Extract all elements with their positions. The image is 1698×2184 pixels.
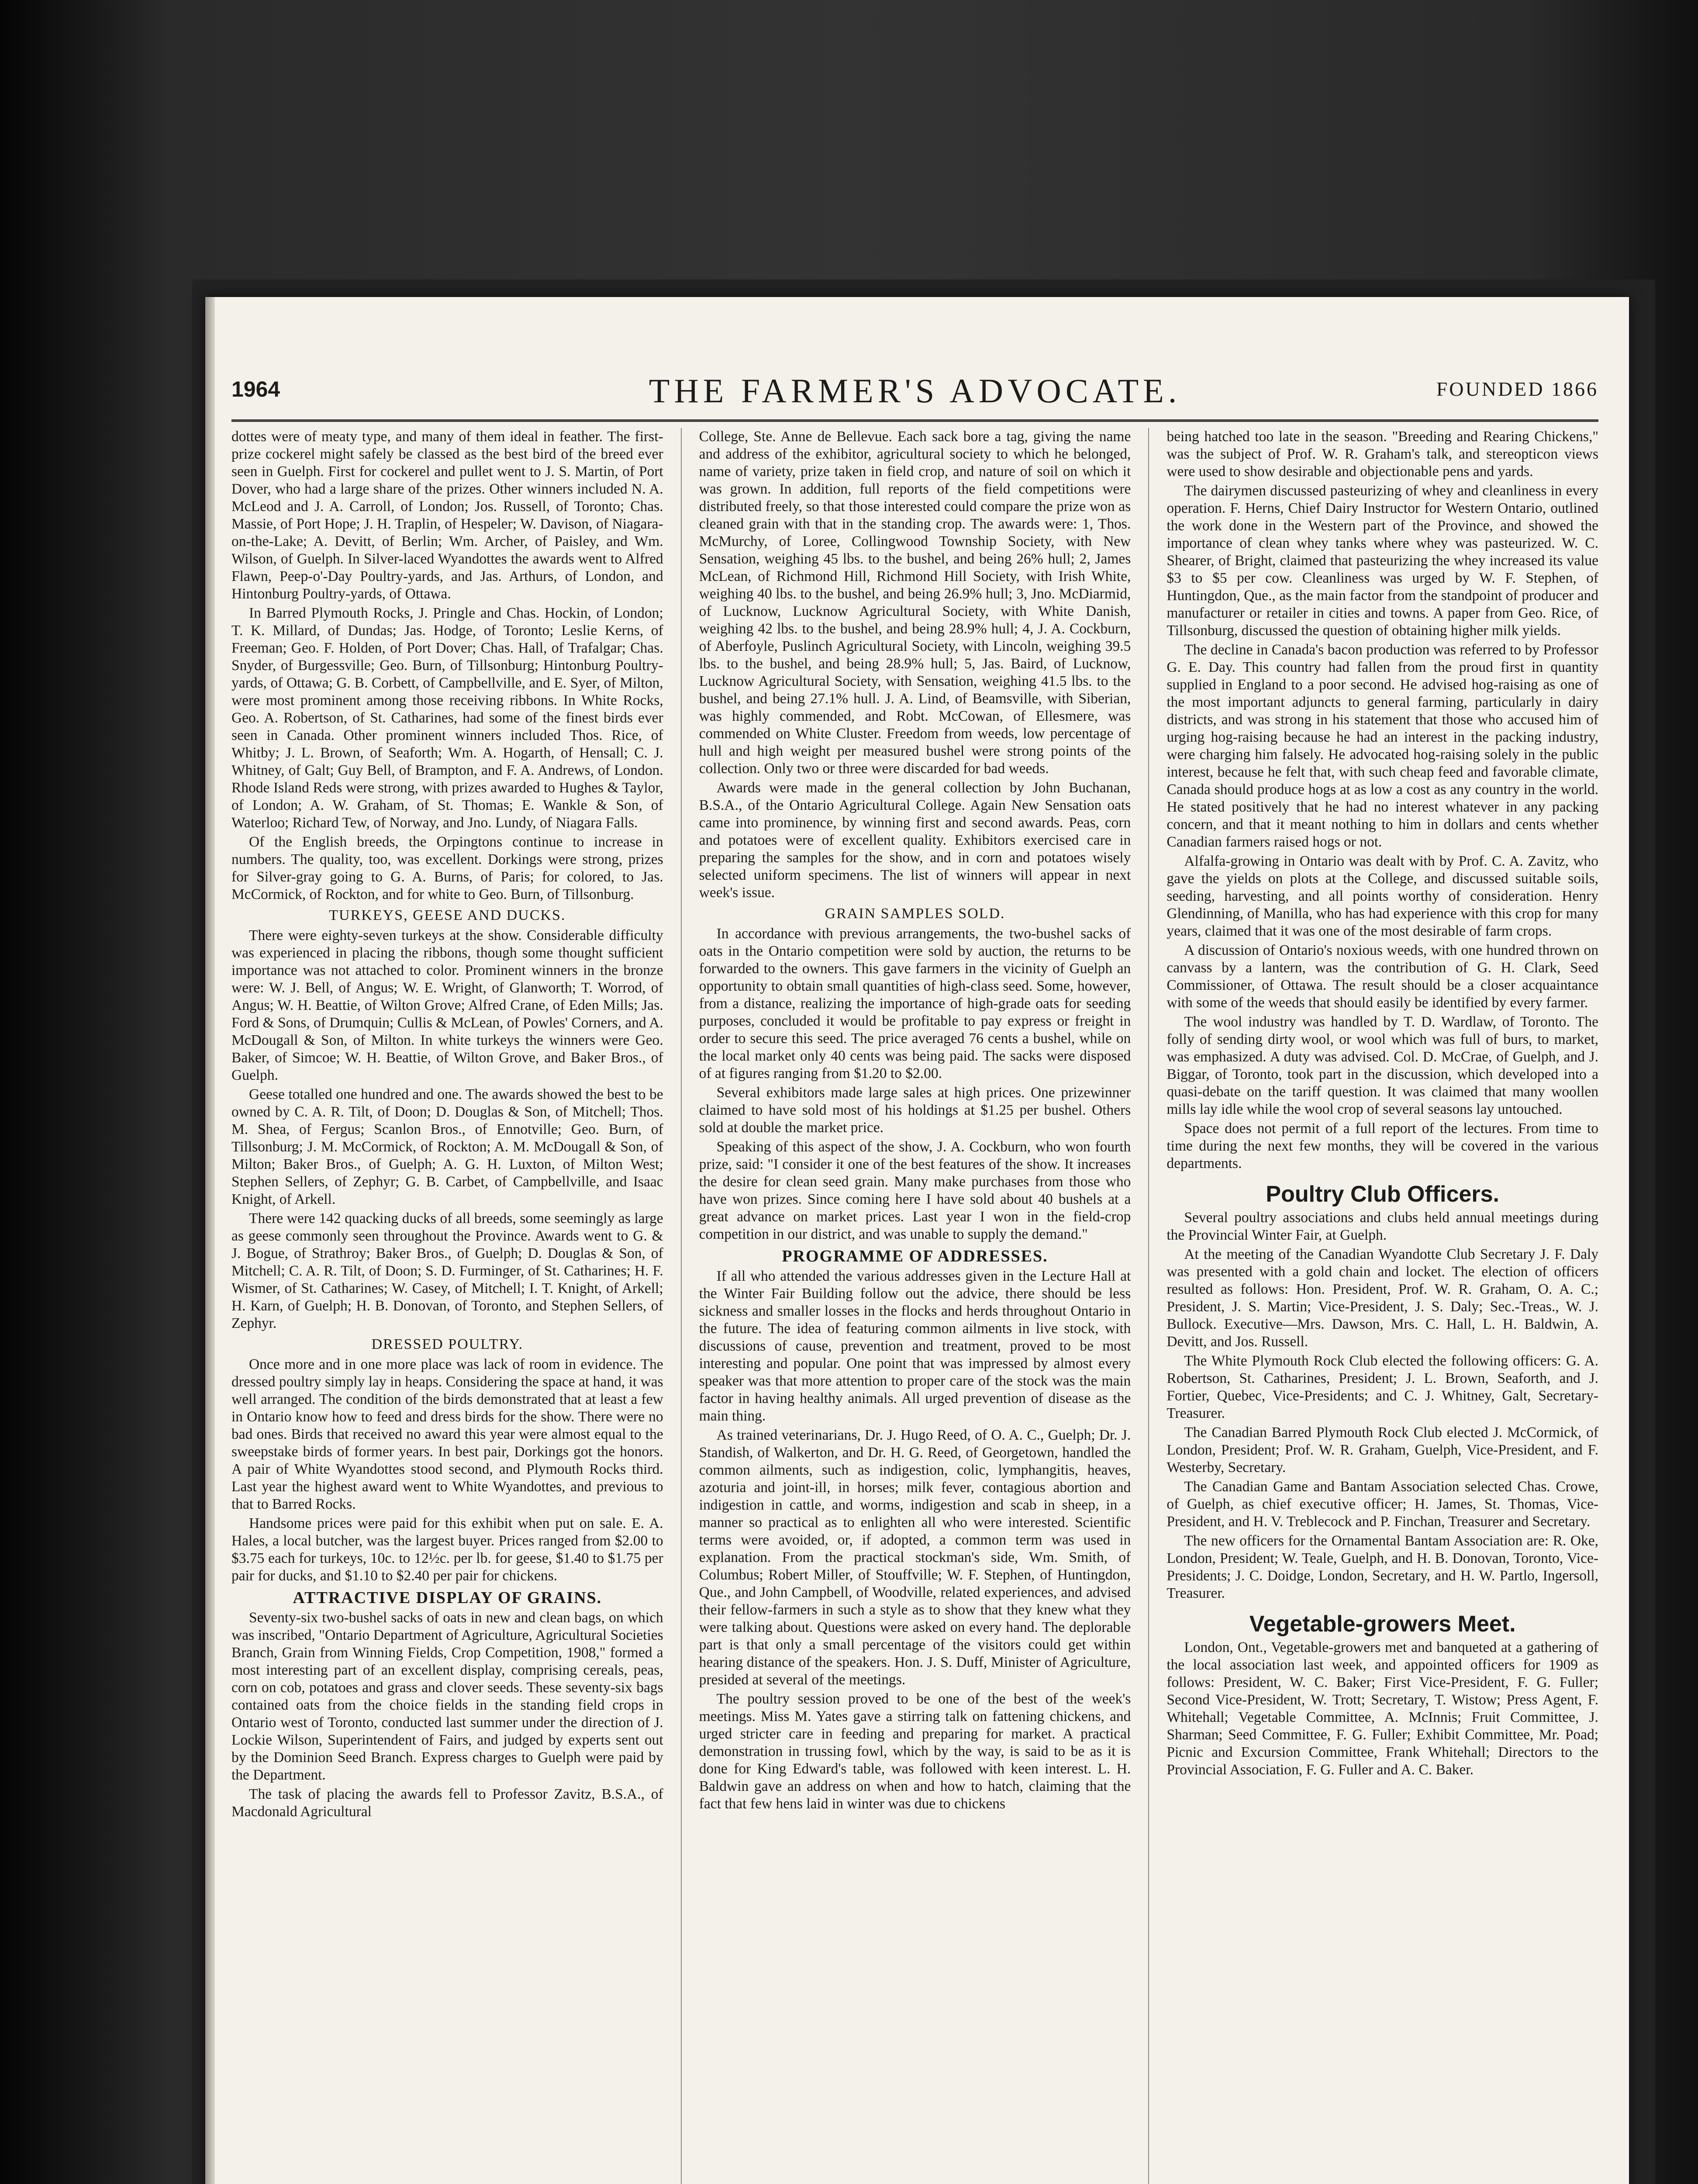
paragraph: The Canadian Barred Plymouth Rock Club elected J. McCormick, of London, President; Prof. W. R. Graham, Guelph, Vice-President, and F. Westerby, Secretary.	[1167, 1424, 1599, 1476]
paragraph: Alfalfa-growing in Ontario was dealt with by Prof. C. A. Zavitz, who gave the yields on plots at the College, and discussed suitable soils, seeding, harvesting, and all points worthy of consideration. Henry Glendinning, of Manilla, who has had experience with this crop for many years, claimed that it was one of the most desirable of farm crops.	[1167, 853, 1599, 939]
paragraph: The new officers for the Ornamental Bantam Association are: R. Oke, London, President; W. Teale, Guelph, and H. B. Donovan, Toronto, Vice-Presidents; J. C. Doidge, London, Secretary, and H. W. Partlo, Ingersoll, Treasurer.	[1167, 1533, 1599, 1601]
paragraph: If all who attended the various addresses given in the Lecture Hall at the Winter Fair Building follow out the advice, there should be less sickness and smaller losses in the flocks and herds throughout Ontario in the future. The idea of featuring common ailments in live stock, with discussions of cause, prevention and treatment, proved to be most interesting and popular. One point that was impressed by almost every speaker was that more attention to proper care of the stock was the main factor in having healthy animals. All urged prevention of disease as the main thing.	[699, 1268, 1131, 1424]
page-number: 1964	[231, 377, 280, 401]
heading-vegetable-growers: Vegetable-growers Meet.	[1249, 1611, 1516, 1637]
heading-poultry-club-officers: Poultry Club Officers.	[1266, 1182, 1499, 1207]
page-header	[231, 371, 1598, 422]
paragraph: being hatched too late in the season. "Breeding and Rearing Chickens," was the subject of Prof. W. R. Graham's talk, and stereopticon views were used to show desirable and objectionable pens and yards.	[1167, 429, 1599, 480]
paragraph: College, Ste. Anne de Bellevue. Each sack bore a tag, giving the name and address of the exhibitor, agricultural society to which he belonged, name of variety, prize taken in field crop, and nature of soil on which it was grown. In addition, full reports of the field competitions were distributed freely, so that those interested could compare the prize won as cleaned grain with that in the standing crop. The awards were: 1, Thos. McMurchy, of Loree, Collingwood Township Society, with New Sensation, weighing 45 lbs. to the bushel, and being 26% hull; 2, James McLean, of Richmond Hill, Richmond Hill Society, with Irish White, weighing 40 lbs. to the bushel, and being 26.9% hull; 3, Jno. McDiarmid, of Lucknow, Lucknow Agricultural Society, with White Danish, weighing 42 lbs. to the bushel, and being 28.9% hull; 4, J. A. Cockburn, of Aberfoyle, Puslinch Agricultural Society, with Lincoln, weighing 39.5 lbs. to the bushel, and being 28.9% hull; 5, Jas. Baird, of Lucknow, Lucknow Agricultural Society, with Sensation, weighing 41.5 lbs. to the bushel, and being 27.1% hull. J. A. Lind, of Beamsville, with Siberian, was highly commended, and Robt. McCowan, of Ellesmere, was commended on White Cluster. Freedom from weeds, low percentage of hull and high weight per measured bushel were strong points of the collection. Only two or three were discarded for bad weeds.	[699, 429, 1131, 777]
subheading-grain-samples: GRAIN SAMPLES SOLD.	[825, 905, 1005, 922]
paragraph: At the meeting of the Canadian Wyandotte Club Secretary J. F. Daly was presented with a gold chain and locket. The election of officers resulted as follows: Hon. President, Prof. W. R. Graham, O. A. C.; President, J. S. Martin; Vice-President, J. S. Daly; Sec.-Treas., W. J. Bullock. Executive—Mrs. Dawson, Mrs. C. Hall, L. H. Baldwin, A. Devitt, and Jos. Russell.	[1167, 1246, 1599, 1350]
paragraph: Several poultry associations and clubs held annual meetings during the Provincial Winter Fair, at Guelph.	[1167, 1209, 1599, 1243]
column-3	[1167, 428, 1598, 2184]
paragraph: The task of placing the awards fell to Professor Zavitz, B.S.A., of Macdonald Agricultural	[231, 1786, 663, 1820]
paragraph: As trained veterinarians, Dr. J. Hugo Reed, of O. A. C., Guelph; Dr. J. Standish, of Walkerton, and Dr. H. G. Reed, of Georgetown, handled the common ailments, such as indigestion, colic, lymphangitis, heaves, azoturia and joint-ill, in horses; milk fever, contagious abortion and indigestion in cattle, and worms, indigestion and scab in sheep, in a manner so practical as to enlighten all who were interested. Scientific terms were avoided, or, if adopted, a common term was used in explanation. From the practical stockman's side, Wm. Smith, of Columbus; Robert Miller, of Stouffville; W. F. Stephen, of Huntingdon, Que., and John Campbell, of Woodville, related experiences, and advised their fellow-farmers in such a style as to show that they knew what they were talking about. Questions were asked on every hand. The deplorable part is that only a small percentage of the visitors could get within hearing distance of the speakers. Hon. J. S. Duff, Minister of Agriculture, presided at several of the meetings.	[699, 1427, 1131, 1688]
paragraph: Handsome prices were paid for this exhibit when put on sale. E. A. Hales, a local butcher, was the largest buyer. Prices ranged from $2.00 to $3.75 each for turkeys, 10c. to 12½c. per lb. for geese, $1.40 to $1.75 per pair for ducks, and $1.10 to $2.40 per pair for chickens.	[231, 1515, 663, 1584]
paragraph: Space does not permit of a full report of the lectures. From time to time during the next few months, they will be covered in the various departments.	[1167, 1120, 1599, 1171]
paragraph: The decline in Canada's bacon production was referred to by Professor G. E. Day. This country had fallen from the proud first in quantity supplied in England to a poor second. He advised hog-raising as one of the most important adjuncts to general farming, particularly in dairy districts, and was strong in his statement that those who accused him of urging hog-raising because he had an interest in the packing industry, were charging him falsely. He advocated hog-raising solely in the public interest, because he felt that, with such cheap feed and favorable climate, Canada should produce hogs at as low a cost as any country in the world. He stated positively that he had no interest whatever in any packing concern, and that it meant nothing to him in dollars and cents whether Canadian farmers raised hogs or not.	[1167, 642, 1599, 850]
paragraph: Several exhibitors made large sales at high prices. One prizewinner claimed to have sold most of his holdings at $1.25 per bushel. Others sold at double the market price.	[699, 1085, 1131, 1136]
paragraph: The wool industry was handled by T. D. Wardlaw, of Toronto. The folly of sending dirty wool, or wool which was full of burs, to market, was emphasized. A duty was advised. Col. D. McCrae, of Guelph, and J. Biggar, of Toronto, took part in the discussion, which developed into a quasi-debate on the tariff question. It was claimed that many woollen mills lay idle while the wool crop of several seasons lay untouched.	[1167, 1014, 1599, 1117]
paragraph: The Canadian Game and Bantam Association selected Chas. Crowe, of Guelph, as chief executive officer; H. James, St. Thomas, Vice-President, and H. V. Treblecock and P. Finchan, Treasurer and Secretary.	[1167, 1479, 1599, 1530]
paragraph: Of the English breeds, the Orpingtons continue to increase in numbers. The quality, too, was excellent. Dorkings were strong, prizes for Silver-gray going to G. A. Burns, of Paris; for colored, to Jas. McCormick, of Rockton, and for white to Geo. Burn, of Tillsonburg.	[231, 834, 663, 902]
subheading-programme: PROGRAMME OF ADDRESSES.	[782, 1247, 1048, 1265]
column-divider	[1148, 428, 1149, 2184]
paragraph: A discussion of Ontario's noxious weeds, with one hundred thrown on canvass by a lantern, was the contribution of G. H. Clark, Seed Commissioner, of Ottawa. The result should be a closer acquaintance with some of the weeds that should easily be identified by every farmer.	[1167, 942, 1599, 1011]
paragraph: Once more and in one more place was lack of room in evidence. The dressed poultry simply lay in heaps. Considering the space at hand, it was well arranged. The condition of the birds demonstrated that at least a few in Ontario know how to feed and dress birds for the show. There were no bad ones. Birds that received no award this year were almost equal to the sweepstake birds of former years. In best pair, Dorkings got the honors. A pair of White Wyandottes stood second, and Plymouth Rocks third. Last year the highest award went to White Wyandottes, and previous to that to Barred Rocks.	[231, 1356, 663, 1512]
paragraph: The White Plymouth Rock Club elected the following officers: G. A. Robertson, St. Catharines, President; J. L. Brown, Seaforth, and J. Fortier, Quebec, Vice-Presidents; and C. J. Whitney, Galt, Secretary-Treasurer.	[1167, 1353, 1599, 1421]
paragraph: There were eighty-seven turkeys at the show. Considerable difficulty was experienced in placing the ribbons, though some thought sufficient importance was not attached to color. Prominent winners in the bronze were: W. J. Bell, of Angus; W. E. Wright, of Glanworth; T. Worrod, of Angus; W. H. Beattie, of Wilton Grove; Alfred Crane, of Eden Mills; Jas. Ford & Sons, of Drumquin; Cullis & McLean, of Powles' Corners, and A. McDougall & Son, of Milton. In white turkeys the winners were Geo. Baker, of Simcoe; W. H. Beattie, of Wilton Grove, and Baker Bros., of Guelph.	[231, 927, 663, 1083]
paragraph: There were 142 quacking ducks of all breeds, some seemingly as large as geese commonly seen throughout the Province. Awards went to G. & J. Bogue, of Strathroy; Baker Bros., of Guelph; D. Douglas & Son, of Mitchell; C. A. R. Tilt, of Doon; S. D. Furminger, of St. Catharines; H. F. Wismer, of St. Catharines; W. Casey, of Mitchell; I. T. Knight, of Arkell; H. Karn, of Guelph; H. B. Donovan, of Toronto, and Stephen Sellers, of Zephyr.	[231, 1210, 663, 1331]
subheading-dressed-poultry: DRESSED POULTRY.	[371, 1336, 524, 1352]
subheading-turkeys: TURKEYS, GEESE AND DUCKS.	[329, 907, 566, 923]
paragraph: The poultry session proved to be one of the best of the week's meetings. Miss M. Yates gave a stirring talk on fattening chickens, and urged stricter care in feeding and preparing for market. A practical demonstration in trussing fowl, which by the way, is said to be as it is done for King Edward's table, was followed with keen interest. L. H. Baldwin gave an address on when and how to hatch, claiming that the fact that few hens laid in winter was due to chickens	[699, 1691, 1131, 1812]
paragraph: Geese totalled one hundred and one. The awards showed the best to be owned by C. A. R. Tilt, of Doon; D. Douglas & Son, of Mitchell; Thos. M. Shea, of Fergus; Scanlon Bros., of Ennotville; Geo. Burn, of Tillsonburg; J. M. McCormick, of Rockton; A. M. McDougall & Son, of Milton; Baker Bros., of Guelph; A. G. H. Luxton, of Milton West; Stephen Sellers, of Zephyr; G. B. Carbet, of Campbellville, and Isaac Knight, of Arkell.	[231, 1086, 663, 1207]
paragraph: Awards were made in the general collection by John Buchanan, B.S.A., of the Ontario Agricultural College. Again New Sensation oats came into prominence, by winning first and second awards. Peas, corn and potatoes were of excellent quality. Exhibitors exercised care in preparing the samples for the show, and in corn and potatoes wisely selected uniform specimens. The list of winners will appear in next week's issue.	[699, 780, 1131, 901]
paragraph: Seventy-six two-bushel sacks of oats in new and clean bags, on which was inscribed, "Ontario Department of Agriculture, Agricultural Societies Branch, Grain from Winning Fields, Crop Competition, 1908," formed a most interesting part of an excellent display, comprising cereals, peas, corn on cob, potatoes and grass and clover seeds. These seventy-six bags contained oats from the choice fields in the standing field crops in Ontario west of Toronto, conducted last summer under the direction of J. Lockie Wilson, Superintendent of Fairs, and judged by experts sent out by the Dominion Seed Branch. Express charges to Guelph were paid by the Department.	[231, 1610, 663, 1783]
column-divider	[681, 428, 682, 2184]
paragraph: In accordance with previous arrangements, the two-bushel sacks of oats in the Ontario competition were sold by auction, the returns to be forwarded to the owners. This gave farmers in the vicinity of Guelph an opportunity to obtain small quantities of high-class seed. Some, however, from a distance, realizing the importance of high-grade oats for seeding purposes, concluded it would be profitable to pay express or freight in order to secure this seed. The price averaged 76 cents a bushel, while on the local market only 40 cents was being paid. The sacks were disposed of at figures ranging from $1.20 to $2.00.	[699, 926, 1131, 1082]
founded-label: FOUNDED 1866	[1436, 378, 1598, 400]
newspaper-page	[205, 297, 1629, 2184]
paragraph: Speaking of this aspect of the show, J. A. Cockburn, who won fourth prize, said: "I consider it one of the best features of the show. It increases the desire for clean seed grain. Many make purchases from those who have won prizes. Since coming here I have sold about 40 bushels at a great advance on market prices. Last year I won in the field-crop competition in our district, and was unable to supply the demand."	[699, 1139, 1131, 1242]
article-columns	[231, 428, 1598, 2184]
paragraph: dottes were of meaty type, and many of them ideal in feather. The first-prize cockerel might safely be classed as the best bird of the breed ever seen in Guelph. First for cockerel and pullet went to J. S. Martin, of Port Dover, who had a large share of the prizes. Other winners included N. A. McLeod and J. A. Carroll, of London; Jos. Russell, of Toronto; Chas. Massie, of Port Hope; J. H. Traplin, of Hespeler; W. Davison, of Niagara-on-the-Lake; A. Devitt, of Berlin; Wm. Archer, of Paisley, and Wm. Wilson, of Guelph. In Silver-laced Wyandottes the awards went to Alfred Flawn, Peep-o'-Day Poultry-yards, and Jas. Arthurs, of London, and Hintonburg Poultry-yards, of Ottawa.	[231, 429, 663, 602]
paragraph: In Barred Plymouth Rocks, J. Pringle and Chas. Hockin, of London; T. K. Millard, of Dundas; Jas. Hodge, of Toronto; Leslie Kerns, of Freeman; Geo. F. Holden, of Port Dover; Chas. Hall, of Trafalgar; Chas. Snyder, of Burgessville; Geo. Burn, of Tillsonburg; Hintonburg Poultry-yards, of Ottawa; G. B. Corbett, of Campbellville, and E. Syer, of Milton, were most prominent among those receiving ribbons. In White Rocks, Geo. A. Robertson, of St. Catharines, had some of the finest birds ever seen in Canada. Other prominent winners included Thos. Rice, of Whitby; J. L. Brown, of Seaforth; Wm. A. Hogarth, of Hensall; C. J. Whitney, of Galt; Guy Bell, of Brampton, and F. A. Andrews, of London. Rhode Island Reds were strong, with prizes awarded to Hughes & Taylor, of London; A. W. Graham, of St. Thomas; E. Wankle & Son, of Waterloo; Richard Tew, of Norway, and Jno. Lundy, of Niagara Falls.	[231, 605, 663, 831]
subheading-grains: ATTRACTIVE DISPLAY OF GRAINS.	[293, 1589, 602, 1607]
masthead-title: THE FARMER'S ADVOCATE.	[649, 372, 1181, 410]
paragraph: The dairymen discussed pasteurizing of whey and cleanliness in every operation. F. Herns, Chief Dairy Instructor for Western Ontario, outlined the work done in the Western part of the Province, and showed the importance of clean whey tanks where whey was pasteurized. W. C. Shearer, of Bright, claimed that pasteurizing the whey increased its value $3 to $5 per cow. Cleanliness was urged by W. F. Stephen, of Huntingdon, Que., as the main factor from the standpoint of producer and manufacturer or retailer in cities and towns. A paper from Geo. Rice, of Tillsonburg, discussed the question of obtaining higher milk yields.	[1167, 483, 1599, 639]
page-binding-edge	[205, 297, 215, 2184]
column-2	[699, 428, 1131, 2184]
column-1	[231, 428, 663, 2184]
paragraph: London, Ont., Vegetable-growers met and banqueted at a gathering of the local association last week, and appointed officers for 1909 as follows: President, W. C. Baker; First Vice-President, F. G. Fuller; Second Vice-President, W. Trott; Secretary, T. Wistow; Press Agent, F. Whitehall; Vegetable Committee, A. McInnis; Fruit Committee, J. Sharman; Seed Committee, F. G. Fuller; Exhibit Committee, Mr. Poad; Picnic and Excursion Committee, Frank Whitehall; Directors to the Provincial Association, F. G. Fuller and A. C. Baker.	[1167, 1639, 1599, 1778]
